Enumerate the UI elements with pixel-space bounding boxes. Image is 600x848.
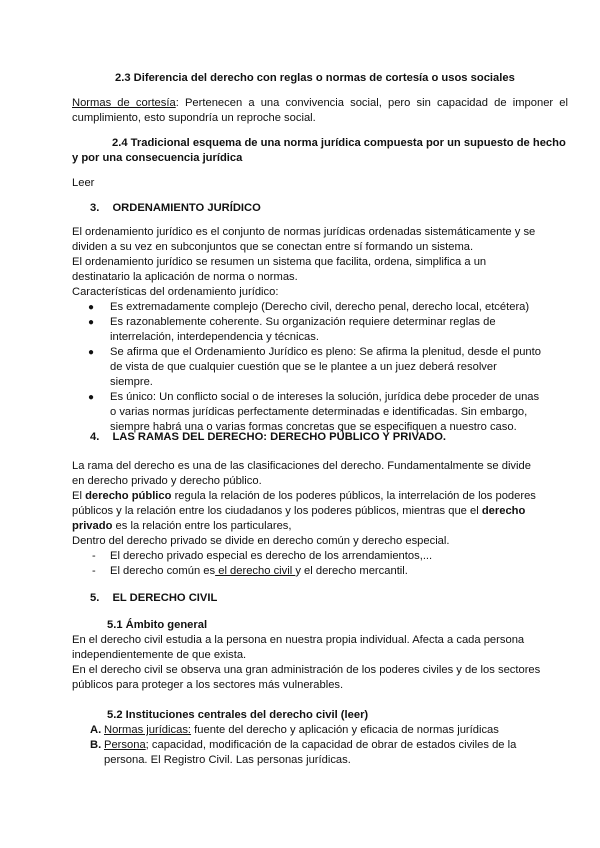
section-2-4-note: Leer [72, 177, 95, 189]
bullet-icon: ● [88, 317, 95, 328]
term-normas-juridicas: Normas jurídicas: [104, 724, 192, 736]
list-item: ● Es extremadamente complejo (Derecho civil, derecho penal, derecho local, etcétera) [88, 301, 530, 313]
list-item: ● Es razonablemente coherente. Su organización requiere determinar reglas de interrelación, interdependencia y técnicas. [88, 316, 496, 343]
section-4-heading [90, 430, 560, 445]
section-5-2-heading: 5.2 Instituciones centrales del derecho civil (leer) [107, 709, 369, 721]
list-marker: B. [90, 739, 102, 751]
term-persona: Persona [104, 739, 146, 751]
list-item: - El derecho privado especial es derecho de los arrendamientos,... [92, 550, 433, 562]
section-5-1-body [72, 633, 542, 693]
section-2-4-heading: 2.4 Tradicional esquema de una norma jurídica compuesta por un supuesto de hecho y por una consecuencia jurídica [72, 137, 566, 164]
section-5-heading [90, 591, 550, 606]
bullet-icon: ● [88, 302, 95, 313]
section-3-paragraph-2: El ordenamiento jurídico se resumen un sistema que facilita, ordena, simplifica a un destinatario la aplicación de norma o normas. [72, 256, 487, 283]
term-derecho-privado: derecho privado [72, 505, 526, 532]
section-3-bullet-list [72, 300, 542, 435]
section-5-2-list [72, 723, 547, 768]
section-2-3-heading: 2.3 Diferencia del derecho con reglas o normas de cortesía o usos sociales [115, 72, 515, 84]
section-3-title: ORDENAMIENTO JURÍDICO [112, 202, 261, 214]
section-4-title: LAS RAMAS DEL DERECHO: DERECHO PÚBLICO Y PRIVADO. [112, 431, 447, 443]
list-marker: A. [90, 724, 102, 736]
section-5-2-body [72, 723, 547, 768]
section-4-dash-list [72, 549, 542, 579]
list-item: ● Se afirma que el Ordenamiento Jurídico es pleno: Se afirma la plenitud, desde el punto de vista de que cualquier cuestión que se le plantee a un juez deberá resolver siempre. [88, 346, 541, 388]
section-4-number: 4. [90, 431, 100, 443]
section-5-1-paragraph-1: En el derecho civil estudia a la persona en nuestra propia individual. Afecta a cada persona independientemente de que exista. [72, 634, 525, 661]
list-item: B. Persona; capacidad, modificación de la capacidad de obrar de estados civiles de la persona. El Registro Civil. Las personas jurídicas. [90, 739, 517, 766]
section-5-number: 5. [90, 592, 100, 604]
section-3-body [72, 225, 542, 435]
section-3-heading [90, 201, 550, 216]
list-item: A. Normas jurídicas: fuente del derecho y aplicación y eficacia de normas jurídicas [90, 724, 499, 736]
list-item: ● Es único: Un conflicto social o de intereses la solución, jurídica debe proceder de unas o varias normas jurídicas perfectamente determinadas e identificadas. Sin embargo, siempre habrá una o varias formas concretas que se especifiquen a nuestro caso. [88, 391, 540, 433]
list-item: - El derecho común es el derecho civil y el derecho mercantil. [92, 565, 408, 577]
section-4-body [72, 459, 542, 579]
bullet-icon: ● [88, 347, 95, 358]
term-derecho-civil: el derecho civil [215, 565, 296, 577]
section-3-paragraph-3: Características del ordenamiento jurídico: [72, 286, 279, 298]
section-5-1-heading: 5.1 Ámbito general [107, 619, 208, 631]
section-5-title: EL DERECHO CIVIL [112, 592, 218, 604]
term-normas-cortesia: Normas de cortesía [72, 97, 176, 109]
section-5-1-paragraph-2: En el derecho civil se observa una gran administración de los poderes civiles y de los sectores públicos para proteger a los sectores más vulnerables. [72, 664, 541, 691]
section-3-paragraph-1: El ordenamiento jurídico es el conjunto de normas jurídicas ordenadas sistemáticamente y se dividen a su vez en subconjuntos que se conectan entre sí formando un sistema. [72, 226, 536, 253]
section-2-3-paragraph [72, 96, 568, 126]
section-3-number: 3. [90, 202, 100, 214]
section-4-paragraph-1: La rama del derecho es una de las clasificaciones del derecho. Fundamentalmente se divide en derecho privado y derecho público. [72, 460, 531, 487]
term-derecho-publico: derecho público [85, 490, 172, 502]
dash-icon: - [92, 565, 96, 577]
section-2-3-text: : Pertenecen a una convivencia social, pero sin capacidad de imponer el cumplimiento, esto supondría un reproche social. [72, 97, 568, 124]
section-4-paragraph-3: Dentro del derecho privado se divide en derecho común y derecho especial. [72, 535, 450, 547]
bullet-icon: ● [88, 392, 95, 403]
dash-icon: - [92, 550, 96, 562]
section-4-paragraph-2: El derecho público regula la relación de los poderes públicos, la interrelación de los poderes públicos y la relación entre los ciudadanos y los poderes públicos, mientras que el derecho privado es la relación entre los particulares, [72, 490, 536, 532]
